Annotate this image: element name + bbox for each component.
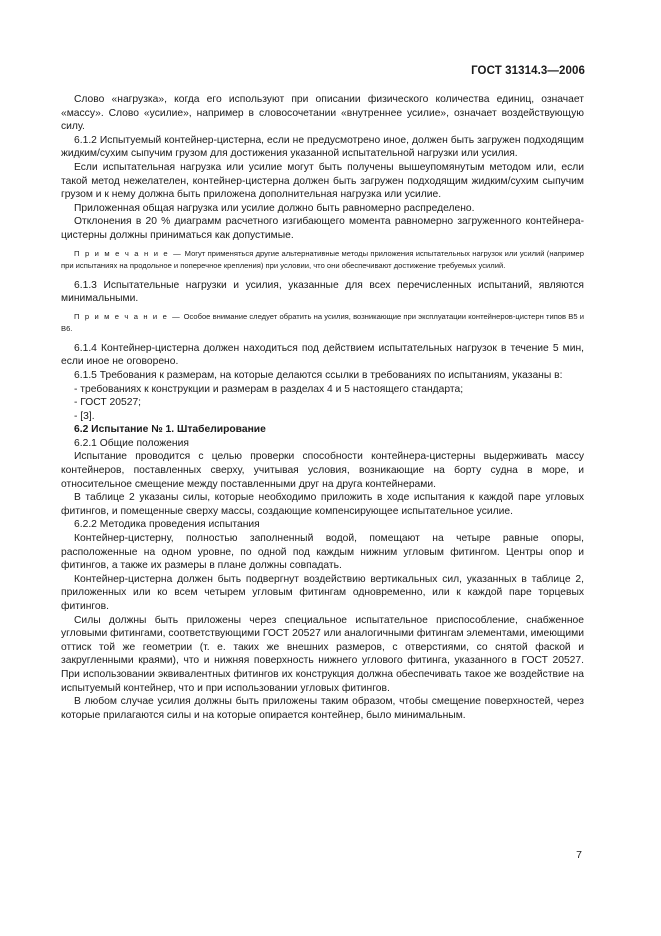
subsection-heading: 6.2.1 Общие положения <box>74 437 189 449</box>
page-number: 7 <box>576 849 582 861</box>
paragraph: Если испытательная нагрузка или усилие могут быть получены вышеупомянутым методом или, если такой метод нежелателен, контейнер-цистерна должен быть загружен подходящим жидким/сухим сыпучим грузом и к нему должна быть приложена дополнительная нагрузка или усилие. <box>61 161 584 201</box>
paragraph: Слово «нагрузка», когда его используют при описании физического количества единиц, означает «массу». Слово «усилие», например в словосочетании «внутреннее усилие», означает воздействующую силу. <box>61 94 584 133</box>
paragraph: Контейнер-цистерна должен быть подвергнут воздействию вертикальных сил, указанных в таблице 2, приложенных или ко всем четырем угловым фитингам одновременно, или к каждой паре торцевых фитингов. <box>61 573 584 612</box>
paragraph: Контейнер-цистерну, полностью заполненный водой, помещают на четыре равные опоры, расположенные на одном уровне, по одной под каждым нижним угловым фитингом. Центры опор и фитингов, а также их размеры в плане должны совпадать. <box>61 533 584 572</box>
document-header: ГОСТ 31314.3—2006 <box>471 65 585 77</box>
paragraph: Силы должны быть приложены через специальное испытательное приспособление, снабженное угловыми фитингами, соответствующими ГОСТ 20527 или аналогичными фитингам элементами, имеющими оттиск той же геометрии (т. е. таких же внешних размеров, с отверстиями, со снятой фаской и закругленными краями), что и нижняя поверхность нижнего углового фитинга, указанного в ГОСТ 20527. При использовании эквивалентных фитингов их конструкция должна обеспечивать такое же воздействие на испытуемый контейнер, что и при использовании угловых фитингов. <box>61 614 584 694</box>
note <box>61 311 584 335</box>
document-body <box>61 93 584 722</box>
section-heading: 6.2 Испытание № 1. Штабелирование <box>74 424 266 436</box>
paragraph: 6.1.2 Испытуемый контейнер-цистерна, если не предусмотрено иное, должен быть загружен подходящим жидким/сухим сыпучим грузом для достижения указанной испытательной нагрузки или усилия. <box>61 134 584 160</box>
subsection-heading: 6.2.2 Методика проведения испытания <box>74 519 260 531</box>
note <box>61 248 584 272</box>
paragraph: В таблице 2 указаны силы, которые необходимо приложить в ходе испытания к каждой паре угловых фитингов, и помещенные сверху массы, создающие компенсирующее испытательное усилие. <box>61 492 584 517</box>
paragraph: Приложенная общая нагрузка или усилие должно быть равномерно распределено. <box>74 202 475 214</box>
note-label: П р и м е ч а н и е — <box>74 248 183 258</box>
list-item: - ГОСТ 20527; <box>74 397 142 409</box>
paragraph: Отклонения в 20 % диаграмм расчетного изгибающего момента равномерно загруженного контейнера-цистерны должны приниматься как допустимые. <box>61 216 584 241</box>
list-item: - [3]. <box>74 410 95 422</box>
note-label: П р и м е ч а н и е — <box>74 311 182 321</box>
paragraph: Испытание проводится с целью проверки способности контейнера-цистерны выдерживать массу контейнеров, поставленных сверху, учитывая условия, возникающие на борту судна в море, и относительное смещение между поставленными друг на друга контейнерами. <box>61 451 584 490</box>
paragraph: 6.1.5 Требования к размерам, на которые делаются ссылки в требованиях по испытаниям, указаны в: <box>74 369 563 381</box>
note-text: Могут применяться другие альтернативные методы приложения испытательных нагрузок или усилий (например при испытаниях на продольное и поперечное крепления) при условии, что они обеспечивают достижение требуемых усилий. <box>61 248 584 270</box>
paragraph: В любом случае усилия должны быть приложены таким образом, чтобы смещение поверхностей, через которые прилагаются силы и на которые опирается контейнер, было минимальным. <box>61 696 584 721</box>
list-item: - требованиях к конструкции и размерам в разделах 4 и 5 настоящего стандарта; <box>74 383 464 395</box>
note-text: Особое внимание следует обратить на усилия, возникающие при эксплуатации контейнеров-цистерн типов В5 и В6. <box>61 311 584 333</box>
paragraph: 6.1.4 Контейнер-цистерна должен находиться под действием испытательных нагрузок в течение 5 мин, если иное не оговорено. <box>61 342 584 368</box>
paragraph: 6.1.3 Испытательные нагрузки и усилия, указанные для всех перечисленных испытаний, являются минимальными. <box>61 279 584 305</box>
